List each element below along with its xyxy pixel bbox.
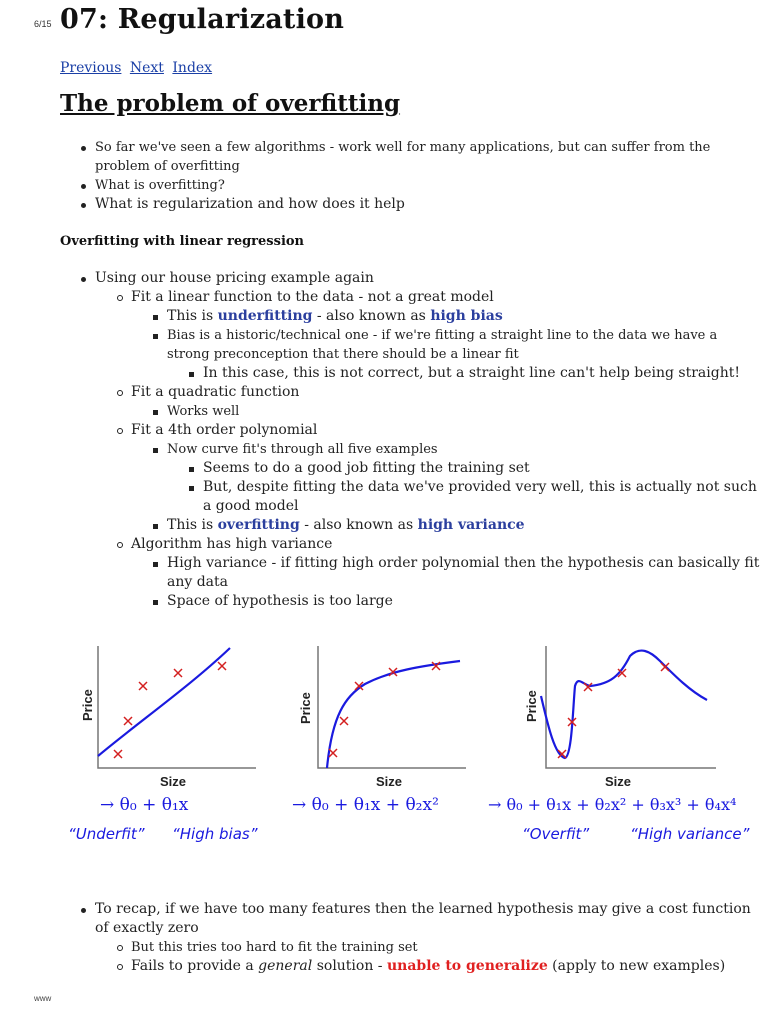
- fit-curve: [327, 661, 460, 768]
- list-item: [131, 516, 760, 535]
- x-axis-label: Size: [160, 774, 187, 789]
- fit-line: [98, 648, 230, 756]
- list-item: [131, 326, 760, 383]
- note-high-variance: “High variance”: [630, 825, 750, 843]
- list-item: High variance - if fitting high order polynomial then the hypothesis can basically fit any data: [131, 554, 760, 592]
- panel-underfit: [68, 646, 258, 843]
- high-bias-term: high bias: [430, 308, 503, 324]
- list-item: What is overfitting?: [60, 176, 760, 195]
- next-link[interactable]: Next: [129, 60, 164, 76]
- figure-svg: [60, 636, 766, 864]
- text: This is: [167, 517, 218, 533]
- list-item: [95, 383, 760, 421]
- text: solution -: [312, 958, 387, 974]
- list-item-text: To recap, if we have too many features then the learned hypothesis may give a cost function of exactly zero: [95, 901, 751, 936]
- data-point: [661, 663, 669, 671]
- list-item: [95, 535, 760, 611]
- text: This is: [167, 308, 218, 324]
- y-axis-label: Price: [80, 689, 95, 721]
- formula-linear: → θ₀ + θ₁x: [100, 795, 189, 815]
- intro-list: [60, 138, 760, 214]
- text: - also known as: [312, 308, 431, 324]
- unable-to-generalize-term: unable to generalize: [387, 958, 548, 974]
- list-item: But, despite fitting the data we've provided very well, this is actually not such a good model: [167, 478, 760, 516]
- list-item: [60, 269, 760, 611]
- data-point: [218, 662, 226, 670]
- list-item: [60, 900, 765, 976]
- axes: [546, 646, 716, 768]
- section-title: The problem of overfitting: [60, 90, 401, 117]
- outline-list: [60, 269, 760, 611]
- text: (apply to new examples): [547, 958, 726, 974]
- note-high-bias: “High bias”: [172, 825, 258, 843]
- axes: [318, 646, 466, 768]
- page-title: 07: Regularization: [60, 4, 345, 35]
- underfitting-term: underfitting: [217, 308, 313, 324]
- fit-curve: [541, 651, 707, 758]
- panel-quadratic: [292, 646, 466, 815]
- general-term: general: [258, 958, 313, 974]
- x-axis-label: Size: [376, 774, 403, 789]
- note-underfit: “Underfit”: [68, 825, 145, 843]
- recap-list: [60, 900, 765, 976]
- list-item: But this tries too hard to fit the training set: [95, 938, 765, 957]
- x-axis-label: Size: [605, 774, 632, 789]
- formula-quartic: → θ₀ + θ₁x + θ₂x² + θ₃x³ + θ₄x⁴: [488, 795, 737, 814]
- list-item: So far we've seen a few algorithms - work well for many applications, but can suffer from the problem of overfitting: [60, 138, 760, 176]
- y-axis-label: Price: [524, 690, 539, 722]
- high-variance-term: high variance: [417, 517, 525, 533]
- list-item-text: Bias is a historic/technical one - if we're fitting a straight line to the data we have a strong preconception that there should be a linear fit: [167, 328, 718, 362]
- list-item: Works well: [131, 402, 760, 421]
- list-item: Space of hypothesis is too large: [131, 592, 760, 611]
- data-point: [124, 717, 132, 725]
- list-item-text: Fit a quadratic function: [131, 384, 300, 400]
- data-point: [114, 750, 122, 758]
- list-item-text: Using our house pricing example again: [95, 270, 374, 286]
- nav-links: [60, 60, 216, 76]
- footer-url: www: [34, 994, 52, 1003]
- list-item-text: Fit a linear function to the data - not a great model: [131, 289, 494, 305]
- panel-overfit: [488, 646, 750, 843]
- page-number: 6/15: [34, 19, 52, 29]
- list-item: Seems to do a good job fitting the training set: [167, 459, 760, 478]
- y-axis-label: Price: [298, 692, 313, 724]
- data-point: [329, 749, 337, 757]
- subheading: Overfitting with linear regression: [60, 234, 305, 249]
- note-overfit: “Overfit”: [522, 825, 590, 843]
- overfitting-figure: [60, 636, 766, 864]
- data-point: [139, 682, 147, 690]
- text: - also known as: [299, 517, 418, 533]
- data-point: [174, 669, 182, 677]
- list-item-text: Fit a 4th order polynomial: [131, 422, 318, 438]
- list-item-text: Now curve fit's through all five examples: [167, 442, 438, 457]
- previous-link[interactable]: Previous: [60, 60, 122, 76]
- overfitting-term: overfitting: [217, 517, 300, 533]
- data-point: [340, 717, 348, 725]
- list-item: [95, 288, 760, 383]
- formula-quadratic: → θ₀ + θ₁x + θ₂x²: [292, 795, 439, 815]
- text: Fails to provide a: [131, 958, 259, 974]
- list-item: What is regularization and how does it help: [60, 195, 760, 214]
- index-link[interactable]: Index: [172, 60, 213, 76]
- list-item: [131, 307, 760, 326]
- list-item: In this case, this is not correct, but a straight line can't help being straight!: [167, 364, 760, 383]
- list-item-text: Algorithm has high variance: [131, 536, 333, 552]
- list-item: [131, 440, 760, 516]
- list-item: [95, 421, 760, 535]
- list-item: [95, 957, 765, 976]
